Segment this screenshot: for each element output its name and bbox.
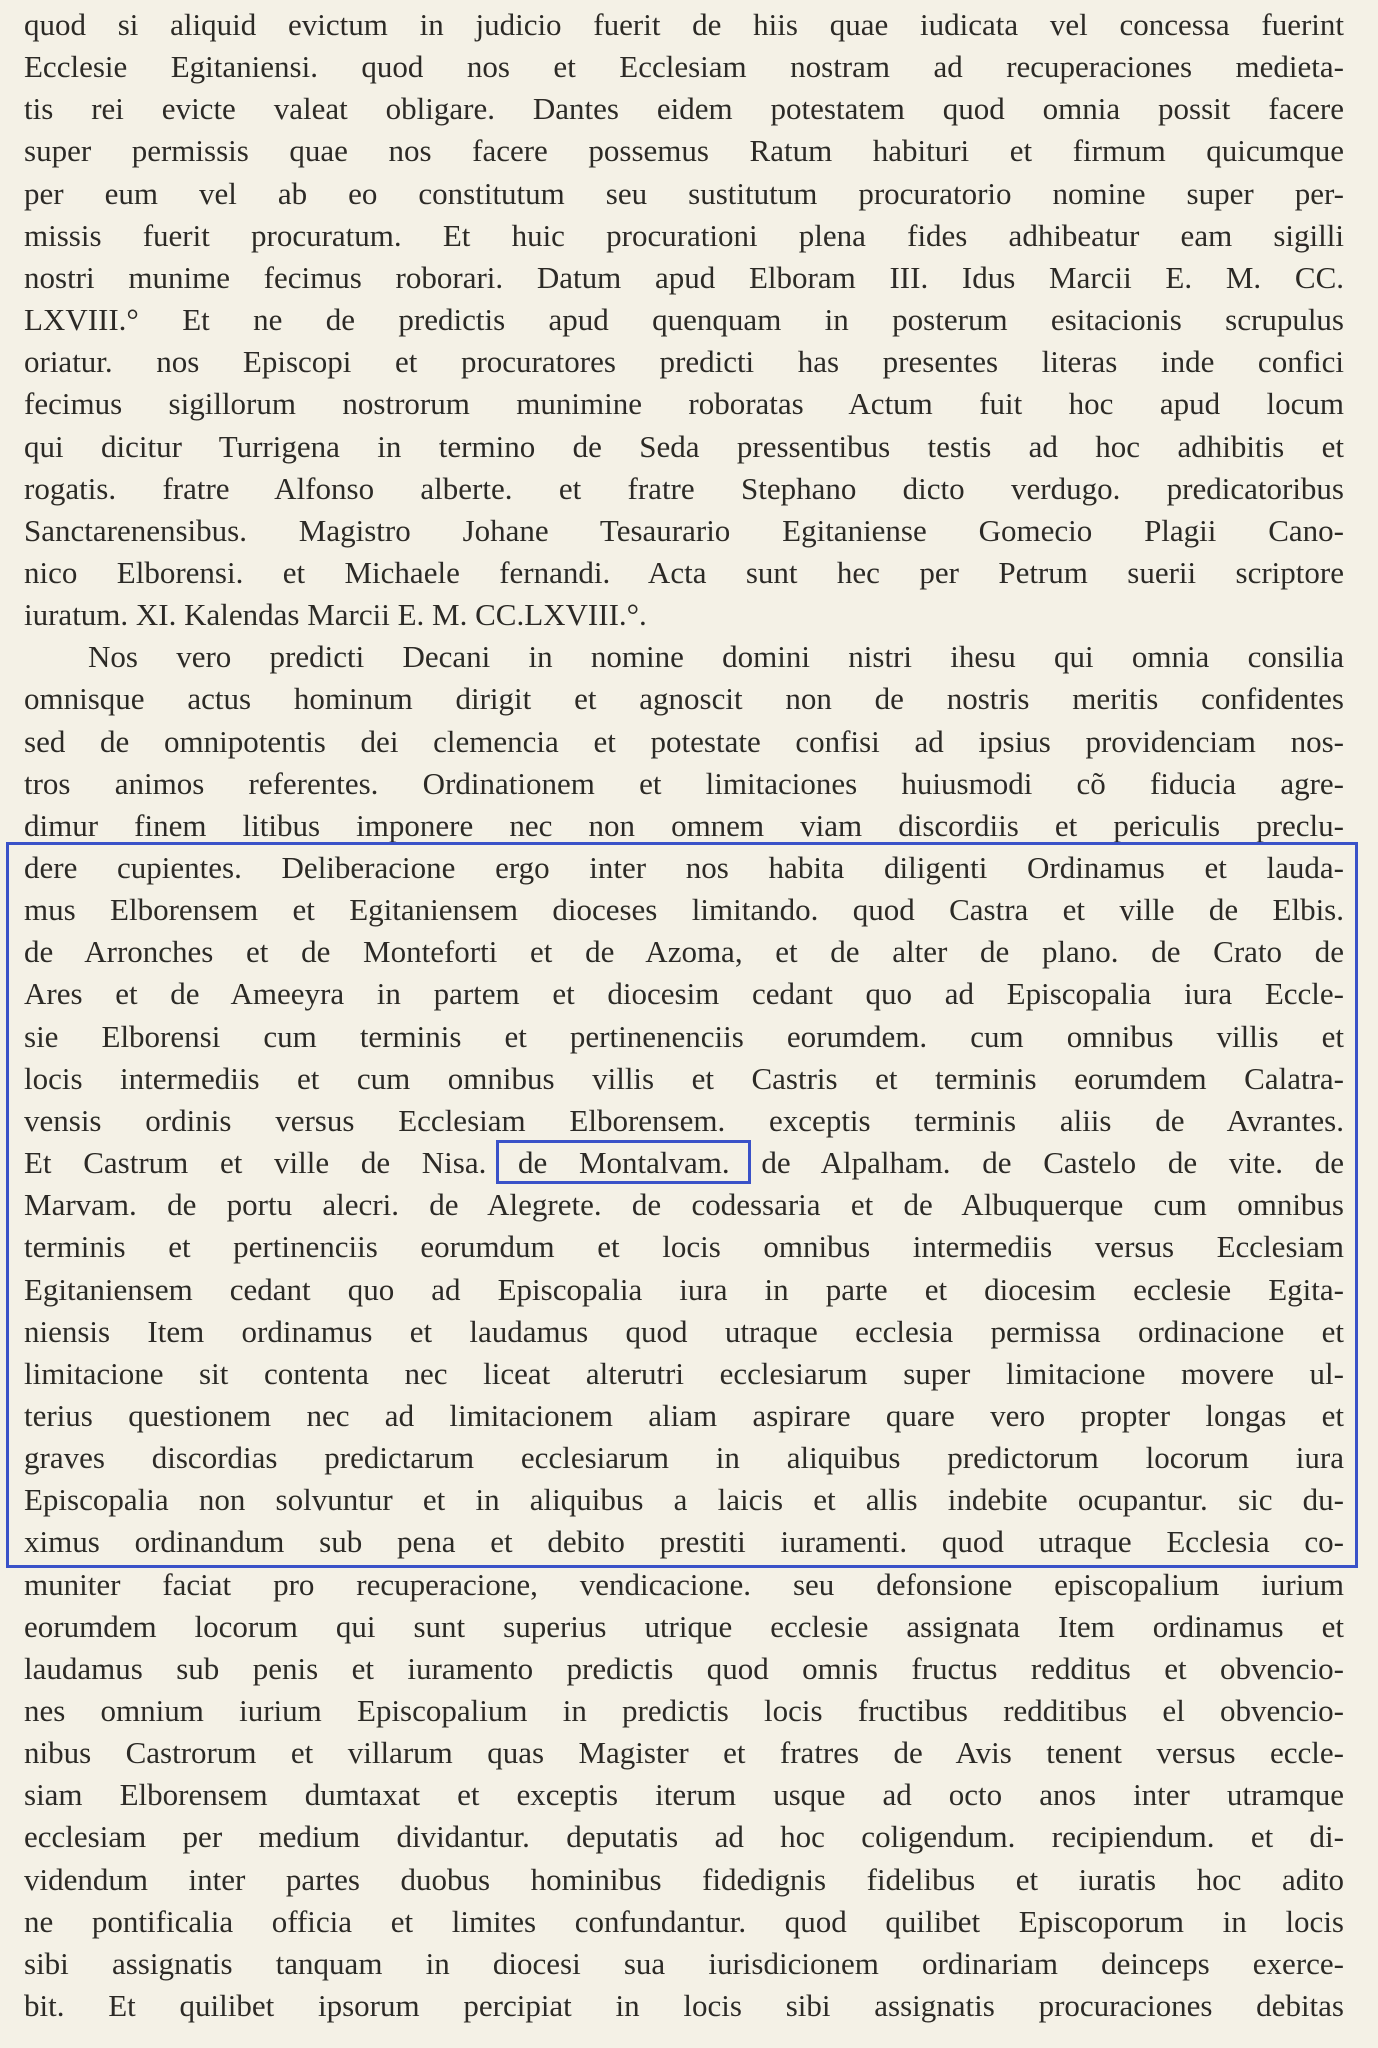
text-line-content: sie Elborensi cum terminis et pertinenenciis eorumdem. cum omnibus villis et (24, 1018, 1344, 1054)
text-line (24, 1648, 1344, 1690)
text-line (24, 1774, 1344, 1816)
text-line-content: sed de omnipotentis dei clemencia et potestate confisi ad ipsius providenciam nos- (24, 723, 1344, 759)
text-line (88, 636, 1344, 678)
text-line (24, 1690, 1344, 1732)
text-line (24, 510, 1344, 552)
text-line-content: omnisque actus hominum dirigit et agnoscit non de nostris meritis confidentes (24, 681, 1344, 717)
text-line (24, 1943, 1344, 1985)
text-line (24, 805, 1344, 847)
text-line-content: terius questionem nec ad limitacionem aliam aspirare quare vero propter longas et (24, 1397, 1344, 1433)
text-line-content: tis rei evicte valeat obligare. Dantes eidem potestatem quod omnia possit facere (24, 91, 1344, 127)
text-line-content: laudamus sub penis et iuramento predictis quod omnis fructus redditus et obvencio- (24, 1650, 1344, 1686)
text-line (24, 1142, 1344, 1184)
text-line-content: ne pontificalia officia et limites confundantur. quod quilibet Episcoporum in locis (24, 1903, 1344, 1939)
text-line-content: Et Castrum et ville de Nisa. de Montalvam. de Alpalham. de Castelo de vite. de (24, 1145, 1344, 1181)
text-line-content: de Arronches et de Monteforti et de Azoma, et de alter de plano. de Crato de (24, 934, 1344, 970)
text-line-content: Marvam. de portu alecri. de Alegrete. de codessaria et de Albuquerque cum omnibus (24, 1187, 1344, 1223)
text-line (24, 1269, 1344, 1311)
text-line (24, 1985, 1344, 2027)
text-line-content: tros animos referentes. Ordinationem et limitaciones huiusmodi cõ fiducia agre- (24, 765, 1344, 801)
text-line (24, 173, 1344, 215)
text-line-content: Ares et de Ameeyra in partem et diocesim cedant quo ad Episcopalia iura Eccle- (24, 976, 1344, 1012)
text-line-content: terminis et pertinenciis eorumdum et locis omnibus intermediis versus Ecclesiam (24, 1229, 1344, 1265)
text-line (24, 931, 1344, 973)
text-line-content: limitacione sit contenta nec liceat alterutri ecclesiarum super limitacione movere ul- (24, 1355, 1344, 1391)
text-line-content: ecclesiam per medium dividantur. deputatis ad hoc coligendum. recipiendum. et di- (24, 1819, 1344, 1855)
text-line (24, 1816, 1344, 1858)
text-line-content: rogatis. fratre Alfonso alberte. et fratre Stephano dicto verdugo. predicatoribus (24, 470, 1344, 506)
text-line-content: bit. Et quilibet ipsorum percipiat in locis sibi assignatis procuraciones debitas (24, 1988, 1344, 2024)
text-line-content: dimur finem litibus imponere nec non omnem viam discordiis et periculis preclu- (24, 807, 1344, 843)
text-line-content: oriatur. nos Episcopi et procuratores predicti has presentes literas inde confici (24, 344, 1344, 380)
text-line-content: nico Elborensi. et Michaele fernandi. Acta sunt hec per Petrum suerii scriptore (24, 554, 1344, 590)
text-line (24, 1100, 1344, 1142)
text-line (24, 1311, 1344, 1353)
text-line-content: sibi assignatis tanquam in diocesi sua iurisdicionem ordinariam deinceps exerce- (24, 1945, 1344, 1981)
text-line (24, 215, 1344, 257)
text-line-content: siam Elborensem dumtaxat et exceptis iterum usque ad octo anos inter utramque (24, 1777, 1344, 1813)
text-line (24, 1353, 1344, 1395)
text-line (24, 1016, 1344, 1058)
text-line (24, 1226, 1344, 1268)
text-line (24, 1732, 1344, 1774)
text-line (24, 1564, 1344, 1606)
text-line-content: Ecclesie Egitaniensi. quod nos et Ecclesiam nostram ad recuperaciones medieta- (24, 49, 1344, 85)
text-line-content: super permissis quae nos facere possemus Ratum habituri et firmum quicumque (24, 133, 1344, 169)
text-line (24, 130, 1344, 172)
text-line-content: Egitaniensem cedant quo ad Episcopalia iura in parte et diocesim ecclesie Egita- (24, 1271, 1344, 1307)
text-line (24, 721, 1344, 763)
text-line-content: Sanctarenensibus. Magistro Johane Tesaurario Egitaniense Gomecio Plagii Cano- (24, 512, 1344, 548)
text-line-content: ximus ordinandum sub pena et debito prestiti iuramenti. quod utraque Ecclesia co- (24, 1524, 1344, 1560)
text-line-content: fecimus sigillorum nostrorum munimine roboratas Actum fuit hoc apud locum (24, 386, 1344, 422)
text-line (24, 88, 1344, 130)
text-line-content: locis intermediis et cum omnibus villis et Castris et terminis eorumdem Calatra- (24, 1060, 1344, 1096)
text-line (24, 678, 1344, 720)
text-line-content: mus Elborensem et Egitaniensem dioceses limitando. quod Castra et ville de Elbis. (24, 892, 1344, 928)
text-line (24, 383, 1344, 425)
text-line (24, 889, 1344, 931)
text-line-content: muniter faciat pro recuperacione, vendicacione. seu defonsione episcopalium iurium (24, 1566, 1344, 1602)
text-line-content: nes omnium iurium Episcopalium in predictis locis fructibus redditibus el obvencio- (24, 1693, 1344, 1728)
text-line (24, 1606, 1344, 1648)
text-line-content: qui dicitur Turrigena in termino de Seda pressentibus testis ad hoc adhibitis et (24, 428, 1344, 464)
text-line-content: videndum inter partes duobus hominibus fidedignis fidelibus et iuratis hoc adito (24, 1861, 1344, 1897)
text-line-content: niensis Item ordinamus et laudamus quod utraque ecclesia permissa ordinacione et (24, 1313, 1344, 1349)
text-line (24, 973, 1344, 1015)
text-line-content: missis fuerit procuratum. Et huic procurationi plena fides adhibeatur eam sigilli (24, 217, 1344, 253)
text-line-content: LXVIII.° Et ne de predictis apud quenquam in posterum esitacionis scrupulus (24, 302, 1344, 338)
text-line-content: Episcopalia non solvuntur et in aliquibus a laicis et allis indebite ocupantur. sic du- (24, 1482, 1344, 1518)
text-line (24, 1521, 1344, 1563)
text-line-content: iuratum. XI. Kalendas Marcii E. M. CC.LXVIII.°. (24, 597, 647, 633)
text-line (24, 426, 1344, 468)
text-line-content: nibus Castrorum et villarum quas Magister et fratres de Avis tenent versus eccle- (24, 1735, 1344, 1771)
text-line-content: graves discordias predictarum ecclesiarum in aliquibus predictorum locorum iura (24, 1440, 1344, 1476)
text-line (24, 46, 1344, 88)
text-line (24, 552, 1344, 594)
text-line-content: per eum vel ab eo constitutum seu sustitutum procuratorio nomine super per- (24, 175, 1344, 211)
text-line (24, 1437, 1344, 1479)
text-line (24, 1901, 1344, 1943)
text-line (24, 1058, 1344, 1100)
text-line (24, 1395, 1344, 1437)
text-line-content: dere cupientes. Deliberacione ergo inter nos habita diligenti Ordinamus et lauda- (24, 850, 1344, 885)
text-line (24, 1859, 1344, 1901)
text-line (24, 299, 1344, 341)
text-line (24, 1479, 1344, 1521)
text-line-content: eorumdem locorum qui sunt superius utrique ecclesie assignata Item ordinamus et (24, 1608, 1344, 1644)
text-line (24, 341, 1344, 383)
text-line-content: nostri munime fecimus roborari. Datum apud Elboram III. Idus Marcii E. M. CC. (24, 259, 1344, 295)
text-line (24, 594, 1344, 636)
text-line (24, 257, 1344, 299)
text-line (24, 1184, 1344, 1226)
text-line (24, 468, 1344, 510)
text-line (24, 4, 1344, 46)
text-line (24, 763, 1344, 805)
text-line (24, 847, 1344, 889)
text-line-content: quod si aliquid evictum in judicio fuerit de hiis quae iudicata vel concessa fuerint (24, 7, 1344, 42)
text-line-content: vensis ordinis versus Ecclesiam Elborensem. exceptis terminis aliis de Avrantes. (24, 1102, 1344, 1138)
text-line-content: Nos vero predicti Decani in nomine domini nistri ihesu qui omnia consilia (88, 639, 1344, 675)
